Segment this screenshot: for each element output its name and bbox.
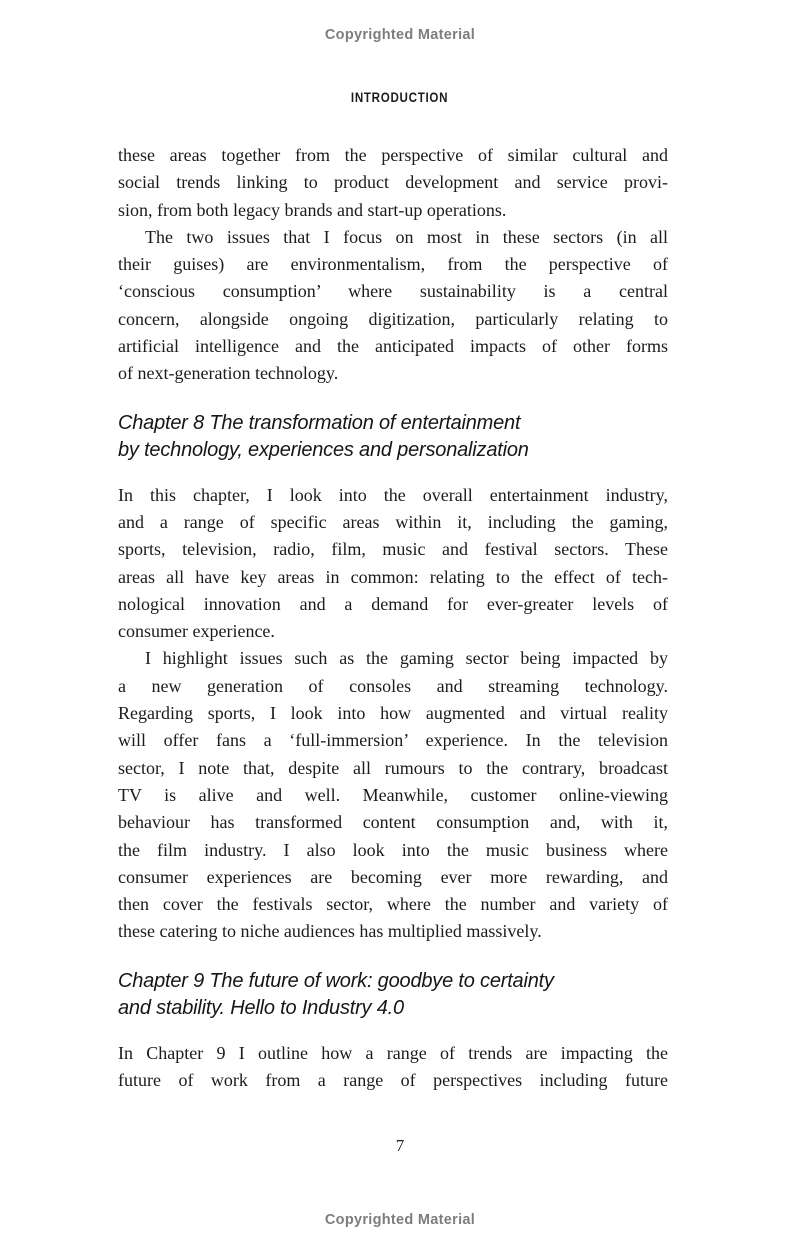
text-line: then cover the festivals sector, where the number and variety of bbox=[118, 894, 668, 915]
text-line: the film industry. I also look into the music business where bbox=[118, 839, 668, 860]
text-line: future of work from a range of perspectives including future bbox=[118, 1070, 668, 1091]
text-line: and a range of specific areas within it, including the gaming, bbox=[118, 511, 668, 532]
text-line: sector, I note that, despite all rumours to the contrary, broadcast bbox=[118, 757, 668, 778]
text-line: a new generation of consoles and streaming technology. bbox=[118, 675, 668, 696]
text-line: sports, television, radio, film, music and festival sectors. These bbox=[118, 539, 668, 560]
text-line: Regarding sports, I look into how augmented and virtual reality bbox=[118, 703, 668, 724]
text-line: their guises) are environmentalism, from the perspective of bbox=[118, 254, 668, 275]
text-line: concern, alongside ongoing digitization, particularly relating to bbox=[118, 308, 668, 329]
text-line: In Chapter 9 I outline how a range of trends are impacting the bbox=[118, 1042, 668, 1063]
paragraph bbox=[118, 645, 668, 945]
running-header-label: INTRODUCTION bbox=[351, 90, 449, 105]
page-text-block bbox=[118, 142, 668, 1094]
text-line: artificial intelligence and the anticipated impacts of other forms bbox=[118, 336, 668, 357]
text-line: will offer fans a ‘full-immersion’ experience. In the television bbox=[118, 730, 668, 751]
text-line: The two issues that I focus on most in these sectors (in all bbox=[145, 226, 668, 247]
heading-line: Chapter 8 The transformation of entertainment bbox=[118, 411, 521, 434]
paragraph bbox=[118, 224, 668, 388]
copyright-notice-top: Copyrighted Material bbox=[324, 27, 476, 43]
copyright-notice-bottom: Copyrighted Material bbox=[324, 1212, 476, 1228]
text-line: ‘conscious consumption’ where sustainability is a central bbox=[118, 281, 668, 302]
text-line: consumer experience. bbox=[118, 621, 275, 642]
heading-line: and stability. Hello to Industry 4.0 bbox=[118, 997, 404, 1020]
heading-line: by technology, experiences and personalization bbox=[118, 439, 529, 462]
running-header bbox=[0, 89, 800, 107]
paragraph bbox=[118, 1040, 668, 1095]
text-line: nological innovation and a demand for ever-greater levels of bbox=[118, 593, 668, 614]
text-line: these areas together from the perspective of similar cultural and bbox=[118, 145, 668, 165]
text-line: these catering to niche audiences has multiplied massively. bbox=[118, 921, 542, 942]
text-line: In this chapter, I look into the overall entertainment industry, bbox=[118, 484, 668, 505]
text-line: social trends linking to product development and service provi- bbox=[118, 172, 668, 193]
text-line: I highlight issues such as the gaming sector being impacted by bbox=[145, 648, 668, 669]
text-line: sion, from both legacy brands and start-up operations. bbox=[118, 199, 507, 220]
text-line: of next-generation technology. bbox=[118, 363, 339, 384]
chapter-heading bbox=[118, 410, 668, 465]
paragraph bbox=[118, 142, 668, 224]
chapter-heading bbox=[118, 968, 668, 1023]
paragraph bbox=[118, 482, 668, 646]
text-line: behaviour has transformed content consumption and, with it, bbox=[118, 812, 668, 833]
text-line: consumer experiences are becoming ever more rewarding, and bbox=[118, 866, 668, 887]
text-line: areas all have key areas in common: relating to the effect of tech- bbox=[118, 566, 668, 587]
text-line: TV is alive and well. Meanwhile, customer online-viewing bbox=[118, 784, 668, 805]
heading-line: Chapter 9 The future of work: goodbye to certainty bbox=[118, 969, 554, 992]
page-number: 7 bbox=[395, 1136, 405, 1155]
